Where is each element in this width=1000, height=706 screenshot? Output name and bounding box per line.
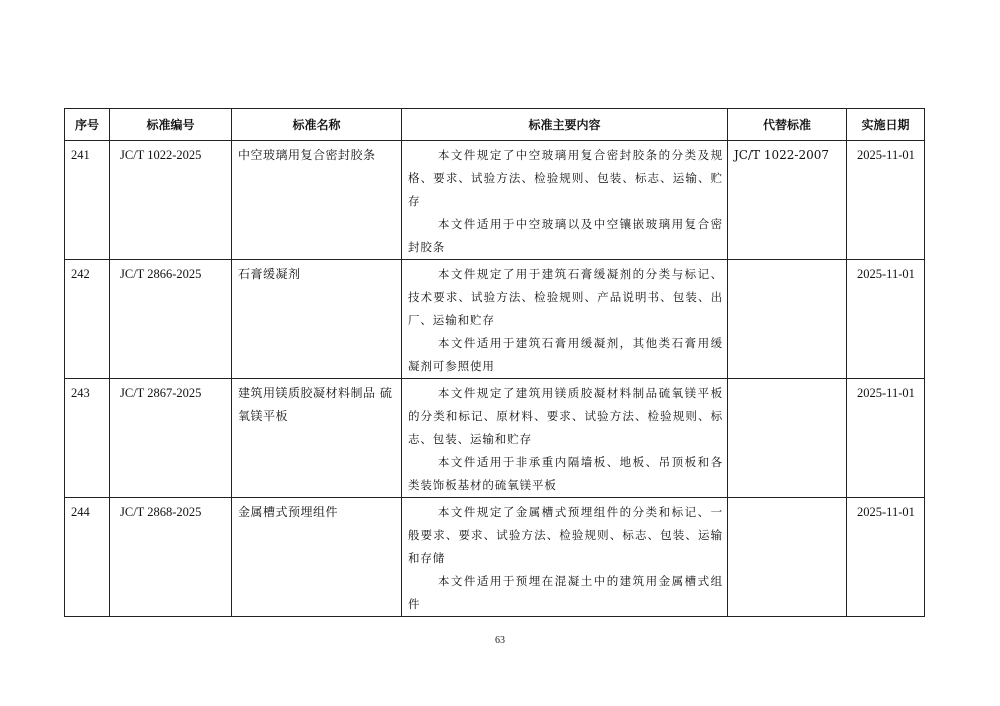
cell-date [847,141,925,260]
effective-date: 2025-11-01 [857,386,915,400]
table-row [65,141,925,260]
replaced-standard [728,498,846,501]
row-number: 241 [71,148,90,162]
content-scope-paragraph: 本文件规定了建筑用镁质胶凝材料制品硫氧镁平板的分类和标记、原材料、要求、试验方法、检验规则、标志、包装、运输和贮存 [408,386,723,446]
header-content: 标准主要内容 [402,109,728,141]
cell-no [65,141,110,260]
standards-table [64,108,925,617]
standard-name: 中空玻璃用复合密封胶条 [238,148,376,162]
cell-replaces [728,379,847,498]
header-code: 标准编号 [110,109,232,141]
row-number: 242 [71,267,90,281]
standard-code: JC/T 2868-2025 [120,505,202,519]
standard-name: 石膏缓凝剂 [238,267,301,281]
cell-replaces [728,141,847,260]
cell-name [232,260,402,379]
cell-code [110,260,232,379]
effective-date: 2025-11-01 [857,148,915,162]
content-scope-paragraph: 本文件规定了金属槽式预埋组件的分类和标记、一般要求、要求、试验方法、检验规则、标志、包装、运输和存储 [408,505,723,565]
effective-date: 2025-11-01 [857,505,915,519]
row-number: 243 [71,386,90,400]
cell-name [232,498,402,617]
content-applicability-paragraph: 本文件适用于预埋在混凝土中的建筑用金属槽式组件 [408,574,723,611]
header-replaces: 代替标准 [728,109,847,141]
row-number: 244 [71,505,90,519]
content-scope-paragraph: 本文件规定了用于建筑石膏缓凝剂的分类与标记、技术要求、试验方法、检验规则、产品说明书、包装、出厂、运输和贮存 [408,267,723,327]
content-applicability-paragraph: 本文件适用于建筑石膏用缓凝剂，其他类石膏用缓凝剂可参照使用 [408,336,723,373]
cell-date [847,498,925,617]
standard-name: 建筑用镁质胶凝材料制品 硫氧镁平板 [238,386,393,423]
replaced-standard [728,260,846,263]
cell-no [65,498,110,617]
cell-date [847,260,925,379]
effective-date: 2025-11-01 [857,267,915,281]
table-header-row [65,109,925,141]
cell-content [402,379,728,498]
table-row [65,379,925,498]
cell-replaces [728,260,847,379]
cell-name [232,379,402,498]
content-applicability-paragraph: 本文件适用于非承重内隔墙板、地板、吊顶板和各类装饰板基材的硫氧镁平板 [408,455,723,492]
header-no: 序号 [65,109,110,141]
header-date: 实施日期 [847,109,925,141]
standard-code: JC/T 1022-2025 [120,148,202,162]
header-name: 标准名称 [232,109,402,141]
cell-content [402,260,728,379]
cell-content [402,141,728,260]
content-scope-paragraph: 本文件规定了中空玻璃用复合密封胶条的分类及规格、要求、试验方法、检验规则、包装、标志、运输、贮存 [408,148,723,208]
standard-code: JC/T 2867-2025 [120,386,202,400]
table-row [65,498,925,617]
page-number: 63 [495,635,505,646]
cell-code [110,498,232,617]
cell-no [65,260,110,379]
standard-name: 金属槽式预埋组件 [238,505,339,519]
table-row [65,260,925,379]
cell-code [110,141,232,260]
standard-code: JC/T 2866-2025 [120,267,202,281]
cell-replaces [728,498,847,617]
cell-name [232,141,402,260]
cell-content [402,498,728,617]
cell-code [110,379,232,498]
cell-no [65,379,110,498]
content-applicability-paragraph: 本文件适用于中空玻璃以及中空镶嵌玻璃用复合密封胶条 [408,217,723,254]
replaced-standard [728,379,846,382]
replaced-standard: JC/T 1022-2007 [734,148,829,162]
cell-date [847,379,925,498]
